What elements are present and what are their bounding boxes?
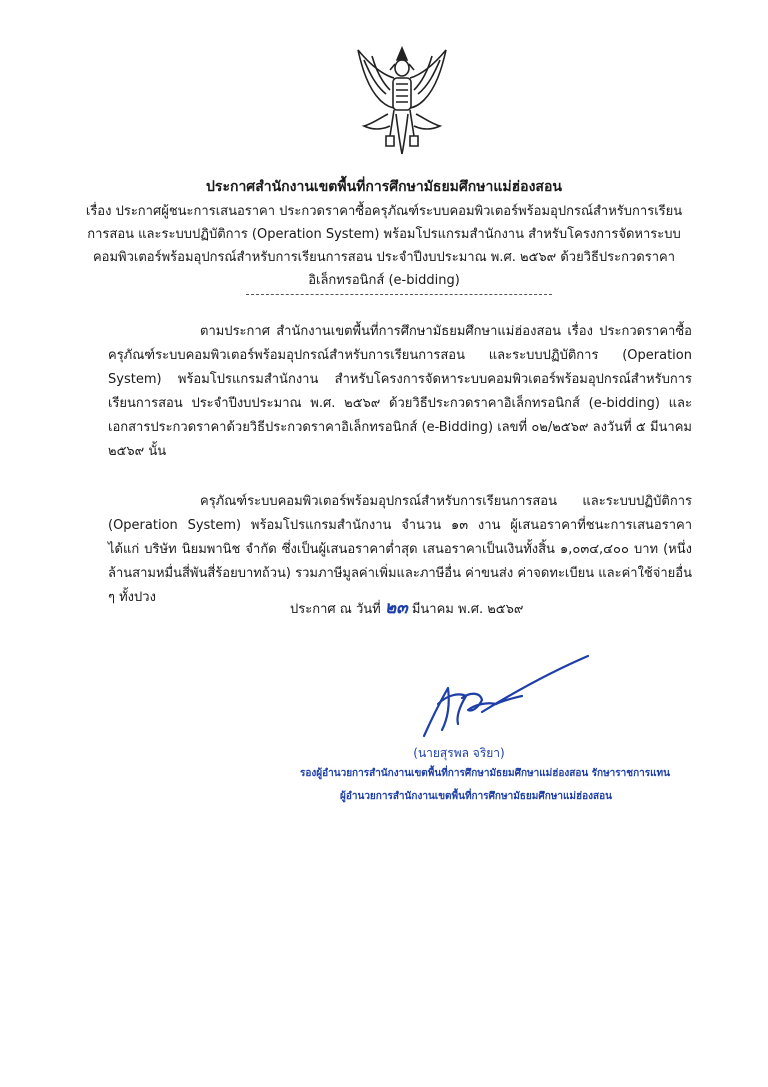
separator-line — [246, 294, 552, 295]
paragraph-announcement-reference — [108, 320, 692, 464]
signer-title-line-2: ผู้อำนวยการสำนักงานเขตพื้นที่การศึกษามัธยมศึกษาแม่ฮ่องสอน — [340, 791, 612, 802]
paragraph-1-text: ตามประกาศ สำนักงานเขตพื้นที่การศึกษามัธยมศึกษาแม่ฮ่องสอน เรื่อง ประกวดราคาซื้อครุภัณฑ์ระบบคอมพิวเตอร์พร้อมอุปกรณ์สำหรับการเรียนการสอน และระบบปฏิบัติการ (Operation System) พร้อมโปรแกรมสำนักงาน สำหรับโครงการจัดหาระบบคอมพิวเตอร์พร้อมอุปกรณ์สำหรับการเรียนการสอน ประจำปีงบประมาณ พ.ศ. ๒๕๖๙ ด้วยวิธีประกวดราคาอิเล็กทรอนิกส์ (e-bidding) และเอกสารประกวดราคาด้วยวิธีประกวดราคาอิเล็กทรอนิกส์ (e-Bidding) เลขที่ ๐๒/๒๕๖๙ ลงวันที่ ๕ มีนาคม ๒๕๖๙ นั้น — [108, 324, 692, 459]
paragraph-2-text: ครุภัณฑ์ระบบคอมพิวเตอร์พร้อมอุปกรณ์สำหรับการเรียนการสอน และระบบปฏิบัติการ (Operation System) พร้อมโปรแกรมสำนักงาน จำนวน ๑๓ งาน ผู้เสนอราคาที่ชนะการเสนอราคา ได้แก่ บริษัท นิยมพานิช จำกัด ซึ่งเป็นผู้เสนอราคาต่ำสุด เสนอราคาเป็นเงินทั้งสิ้น ๑,๐๓๔,๔๐๐ บาท (หนึ่งล้านสามหมื่นสี่พันสี่ร้อยบาทถ้วน) รวมภาษีมูลค่าเพิ่มและภาษีอื่น ค่าขนส่ง ค่าจดทะเบียน และค่าใช้จ่ายอื่น ๆ ทั้งปวง — [108, 494, 692, 605]
signer-name: (นายสุรพล จริยา) — [413, 746, 505, 760]
signer-title-line-1: รองผู้อำนวยการสำนักงานเขตพื้นที่การศึกษามัธยมศึกษาแม่ฮ่องสอน รักษาราชการแทน — [300, 768, 670, 779]
date-suffix: มีนาคม พ.ศ. ๒๕๖๙ — [411, 602, 524, 617]
paragraph-winner-details — [108, 490, 692, 610]
garuda-emblem-icon — [350, 44, 454, 156]
date-prefix: ประกาศ ณ วันที่ — [290, 602, 381, 617]
announcement-date — [290, 594, 523, 621]
page-title: ประกาศสำนักงานเขตพื้นที่การศึกษามัธยมศึกษาแม่ฮ่องสอน — [206, 179, 562, 195]
date-day-handwritten: ๒๓ — [384, 598, 408, 618]
handwritten-signature-icon — [418, 652, 594, 744]
subject-line: เรื่อง ประกาศผู้ชนะการเสนอราคา ประกวดราคาซื้อครุภัณฑ์ระบบคอมพิวเตอร์พร้อมอุปกรณ์สำหรับการเรียนการสอน และระบบปฏิบัติการ (Operation System) พร้อมโปรแกรมสำนักงาน สำหรับโครงการจัดหาระบบคอมพิวเตอร์พร้อมอุปกรณ์สำหรับการเรียนการสอน ประจำปีงบประมาณ พ.ศ. ๒๕๖๙ ด้วยวิธีประกวดราคาอิเล็กทรอนิกส์ (e-bidding) — [85, 204, 683, 288]
